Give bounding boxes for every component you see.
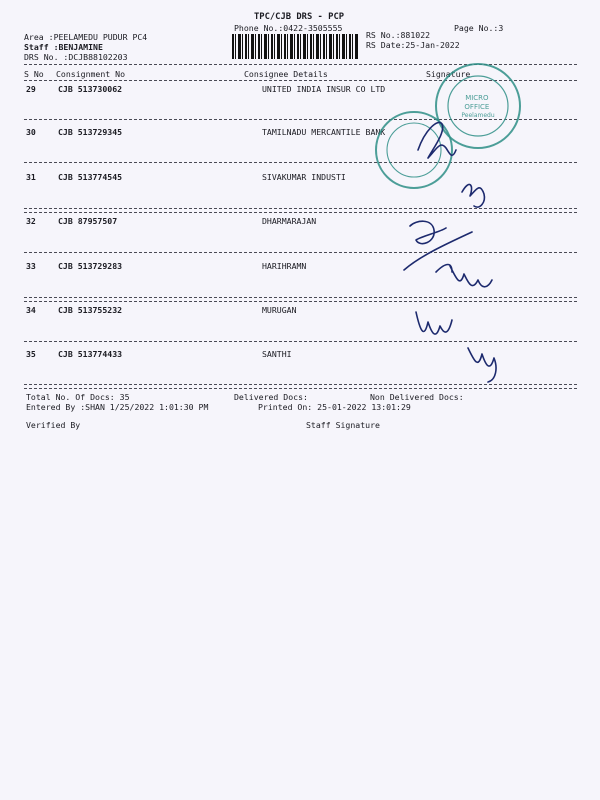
row-consignment: CJB 513729283 (58, 261, 123, 271)
barcode (232, 34, 358, 59)
entered-by: Entered By :SHAN 1/25/2022 1:01:30 PM (26, 402, 209, 412)
table-row (0, 127, 600, 141)
row-sno: 32 (26, 216, 36, 226)
row-consignment: CJB 513774433 (58, 349, 123, 359)
row-consignee: UNITED INDIA INSUR CO LTD (262, 84, 386, 94)
staff-label: Staff :BENJAMINE (24, 42, 103, 52)
row-divider (24, 341, 577, 342)
svg-text:MICRO OFFICE Peela: MICRO OFFICE Peelamedu (461, 94, 495, 119)
row-consignee: TAMILNADU MERCANTILE BANK (262, 127, 386, 137)
row-divider (24, 252, 577, 253)
staff-signature-label: Staff Signature (306, 420, 380, 430)
verified-by: Verified By (26, 420, 81, 430)
divider (24, 80, 577, 81)
row-divider (24, 384, 577, 389)
row-consignment: CJB 513755232 (58, 305, 123, 315)
table-row (0, 84, 600, 98)
area-label: Area :PEELAMEDU PUDUR PC4 (24, 32, 148, 42)
table-row (0, 261, 600, 275)
drs-number: DRS No. :DCJB88102203 (24, 52, 128, 62)
table-row (0, 305, 600, 319)
row-divider (24, 297, 577, 302)
rs-number: RS No.:881022 (366, 30, 431, 40)
row-consignee: SANTHI (262, 349, 292, 359)
printed-on: Printed On: 25-01-2022 13:01:29 (258, 402, 411, 412)
row-consignee: MURUGAN (262, 305, 297, 315)
row-sno: 35 (26, 349, 36, 359)
table-row (0, 349, 600, 363)
divider (24, 64, 577, 65)
row-consignee: HARIHRAMN (262, 261, 307, 271)
delivered-docs: Delivered Docs: (234, 392, 308, 402)
row-consignment: CJB 513774545 (58, 172, 123, 182)
phone-number: Phone No.:0422-3505555 (234, 23, 343, 33)
row-sno: 30 (26, 127, 36, 137)
row-consignment: CJB 513730062 (58, 84, 123, 94)
rs-date: RS Date:25-Jan-2022 (366, 40, 460, 50)
row-consignee: SIVAKUMAR INDUSTI (262, 172, 346, 182)
row-sno: 29 (26, 84, 36, 94)
row-consignment: CJB 87957507 (58, 216, 118, 226)
row-divider (24, 208, 577, 213)
row-divider (24, 119, 577, 120)
row-sno: 33 (26, 261, 36, 271)
column-header-consignee: Consignee Details (244, 69, 328, 79)
column-header-sno: S No (24, 69, 44, 79)
row-sno: 31 (26, 172, 36, 182)
row-divider (24, 162, 577, 163)
column-header-consignment: Consignment No (56, 69, 126, 79)
table-row (0, 172, 600, 186)
document-title: TPC/CJB DRS - PCP (254, 12, 345, 22)
column-header-signature: Signature (426, 69, 471, 79)
row-sno: 34 (26, 305, 36, 315)
table-row (0, 216, 600, 230)
non-delivered-docs: Non Delivered Docs: (370, 392, 464, 402)
page-number: Page No.:3 (454, 23, 504, 33)
row-consignment: CJB 513729345 (58, 127, 123, 137)
total-docs: Total No. Of Docs: 35 (26, 392, 130, 402)
row-consignee: DHARMARAJAN (262, 216, 317, 226)
